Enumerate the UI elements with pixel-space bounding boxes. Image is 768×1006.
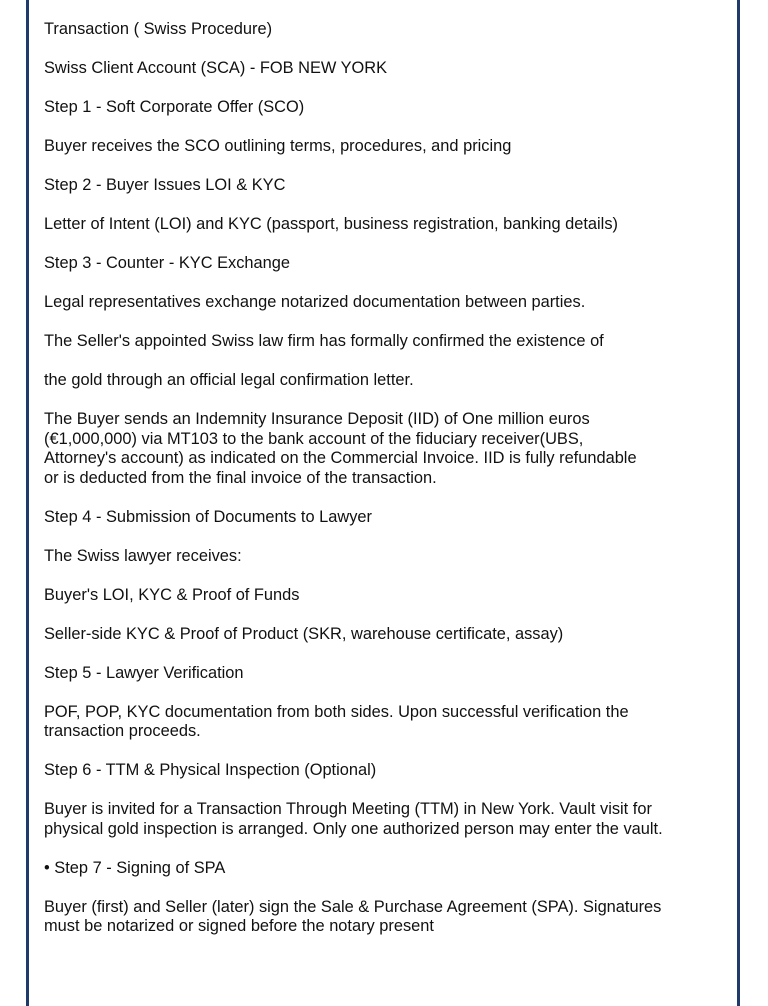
step-4-heading: Step 4 - Submission of Documents to Lawyer	[44, 507, 372, 526]
step-2-text: Letter of Intent (LOI) and KYC (passport, business registration, banking details)	[44, 215, 618, 233]
step-4-text: The Swiss lawyer receives:	[44, 546, 242, 565]
step-1-text: Buyer receives the SCO outlining terms, procedures, and pricing	[44, 137, 512, 155]
seller-documents: Seller-side KYC & Proof of Product (SKR, warehouse certificate, assay)	[44, 624, 564, 643]
account-line: Swiss Client Account (SCA) - FOB NEW YORK	[44, 59, 388, 77]
step-3-heading: Step 3 - Counter - KYC Exchange	[44, 254, 290, 272]
step-7-text: Buyer (first) and Seller (later) sign the Sale & Purchase Agreement (SPA). Signatures must be notarized or signed before the notary present	[44, 897, 662, 935]
document-body	[44, 20, 704, 956]
step-6-text: Buyer is invited for a Transaction Through Meeting (TTM) in New York. Vault visit for physical gold inspection is arranged. Only one authorized person may enter the vault.	[44, 800, 663, 838]
buyer-documents: Buyer's LOI, KYC & Proof of Funds	[44, 585, 300, 604]
step-5-text: POF, POP, KYC documentation from both sides. Upon successful verification the transaction proceeds.	[44, 702, 629, 740]
law-firm-text: The Seller's appointed Swiss law firm has formally confirmed the existence of	[44, 332, 604, 350]
step-7-heading: • Step 7 - Signing of SPA	[44, 858, 226, 877]
confirmation-text: the gold through an official legal confirmation letter.	[44, 371, 414, 389]
document-title: Transaction ( Swiss Procedure)	[44, 20, 273, 38]
deposit-text: The Buyer sends an Indemnity Insurance Deposit (IID) of One million euros (€1,000,000) via MT103 to the bank account of the fiduciary receiver(UBS, Attorney's account) as indicated on the Commercial Invoice. IID is fully refundable or is deducted from the final invoice of the transaction.	[44, 410, 637, 487]
step-2-heading: Step 2 - Buyer Issues LOI & KYC	[44, 176, 286, 194]
step-3-text: Legal representatives exchange notarized documentation between parties.	[44, 293, 586, 311]
step-6-heading: Step 6 - TTM & Physical Inspection (Optional)	[44, 761, 377, 779]
step-1-heading: Step 1 - Soft Corporate Offer (SCO)	[44, 98, 305, 116]
step-5-heading: Step 5 - Lawyer Verification	[44, 663, 244, 682]
